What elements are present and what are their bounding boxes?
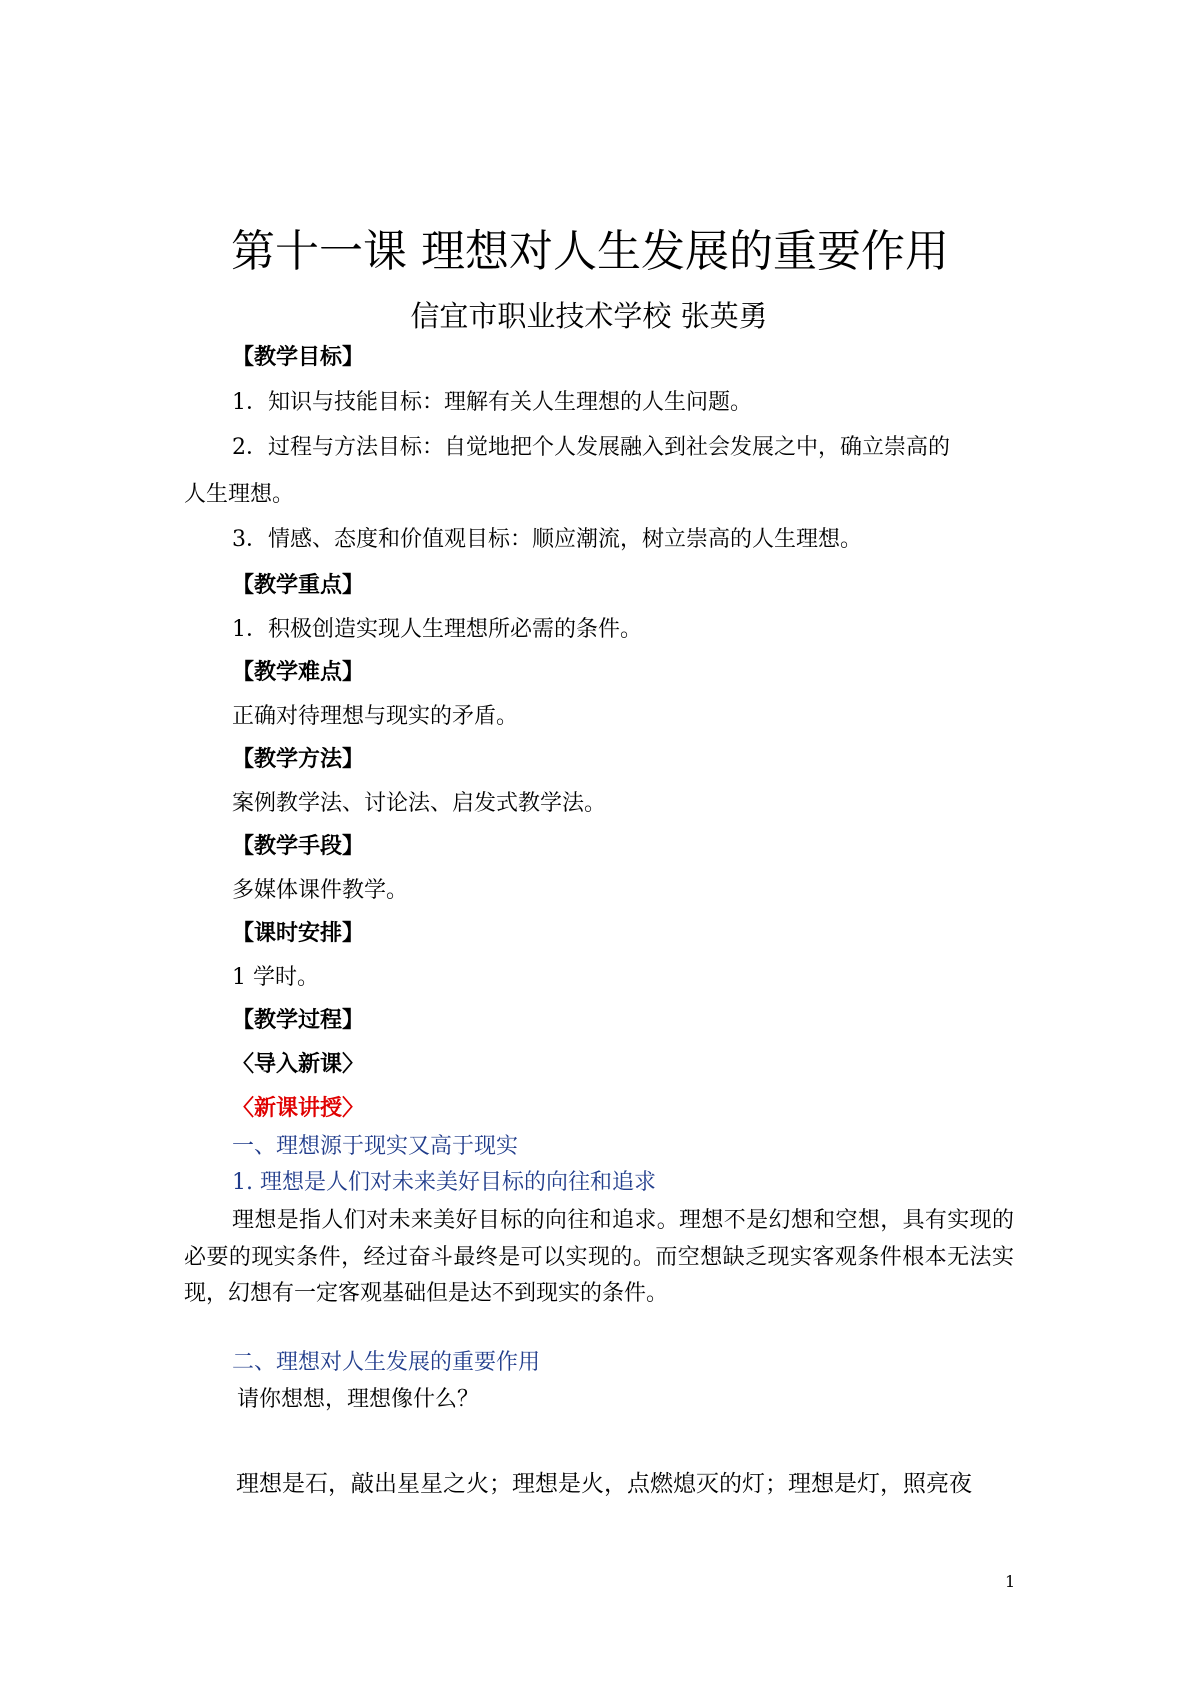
objective-2-line1: 2．过程与方法目标：自觉地把个人发展融入到社会发展之中，确立崇高的 [232,435,950,460]
section-2-heading: 二、理想对人生发展的重要作用 [232,1350,541,1375]
methods-heading: 【教学方法】 [232,747,365,772]
author-line: 信宜市职业技术学校 张英勇 [410,299,768,333]
difficulties-heading: 【教学难点】 [232,660,365,685]
schedule-heading: 【课时安排】 [232,921,365,946]
intro-label: 〈导入新课〉 [232,1052,365,1077]
section-1-subheading: 1. 理想是人们对未来美好目标的向往和追求 [232,1170,656,1195]
objective-1: 1．知识与技能目标：理解有关人生理想的人生问题。 [232,390,752,415]
key-point-1: 1．积极创造实现人生理想所必需的条件。 [232,617,642,642]
objective-2-line2: 人生理想。 [184,482,295,507]
question-text: 请你想想，理想像什么？ [237,1387,480,1412]
new-lesson-label: 〈新课讲授〉 [232,1096,365,1121]
means-text: 多媒体课件教学。 [232,878,409,903]
means-heading: 【教学手段】 [232,834,365,859]
quote-text: 理想是石，敲出星星之火；理想是火，点燃熄灭的灯；理想是灯，照亮夜 [236,1471,972,1497]
key-points-heading: 【教学重点】 [232,573,365,598]
section-1-heading: 一、理想源于现实又高于现实 [232,1134,519,1159]
objective-3: 3．情感、态度和价值观目标：顺应潮流，树立崇高的人生理想。 [232,527,862,552]
schedule-text: 1 学时。 [232,965,319,990]
page-number: 1 [1005,1572,1016,1591]
section-1-paragraph: 理想是指人们对未来美好目标的向往和追求。理想不是幻想和空想，具有实现的必要的现实条件，经过奋斗最终是可以实现的。而空想缺乏现实客观条件根本无法实现，幻想有一定客观基础但是达不到现实的条件。 [184,1208,1014,1306]
page-title: 第十一课 理想对人生发展的重要作用 [231,226,949,277]
objectives-heading: 【教学目标】 [232,345,365,370]
process-heading: 【教学过程】 [232,1008,365,1033]
difficulties-text: 正确对待理想与现实的矛盾。 [232,704,519,729]
methods-text: 案例教学法、讨论法、启发式教学法。 [232,791,607,816]
